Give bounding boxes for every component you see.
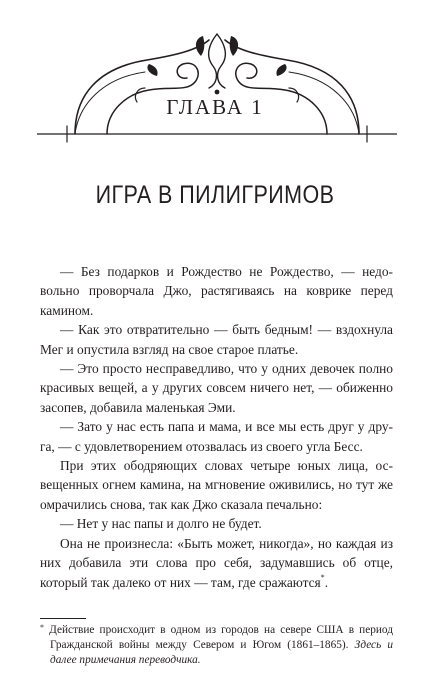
chapter-ornament-icon	[37, 26, 397, 146]
footnote-divider	[40, 618, 86, 619]
paragraph: — Это просто несправедливо, что у одних девочек полно красивых вещей, а у других совсем ничего нет, — обиженно засопев, добавила маленькая Эми.	[40, 361, 393, 415]
paragraph: — Зато у нас есть папа и мама, и все мы есть друг у друга, — с удовлетворением отозвалась из своего угла Бесс.	[40, 419, 393, 454]
footnote-reference[interactable]: *	[320, 572, 325, 582]
footnote-body	[40, 623, 393, 667]
paragraph: — Нет у нас папы и долго не будет.	[60, 516, 262, 532]
paragraph: При этих ободряющих словах четыре юных лица, освещенных огнем камина, на мгновение оживились, но тут же омрачились снова, так как Джо сказала печально:	[40, 458, 393, 512]
chapter-title: ИГРА В ПИЛИГРИМОВ	[95, 181, 335, 209]
footnote	[40, 623, 393, 667]
paragraph: — Как это отвратительно — быть бедным! — вздохнула Мег и опустила взгляд на свое старое платье.	[40, 322, 393, 357]
paragraph-last	[40, 534, 393, 592]
footnote-mark: *	[40, 623, 44, 632]
paragraph-last-tail: .	[324, 574, 329, 590]
chapter-body	[40, 262, 393, 592]
chapter-label: ГЛАВА 1	[166, 95, 264, 119]
footnote-text: Действие происходит в одном из городов на севере США в период Гражданской войны между Севером и Югом (1861–1865).	[49, 624, 393, 651]
paragraph: — Без подарков и Рождество не Рождество, — недовольно проворчала Джо, растягиваясь на коврике перед камином.	[40, 264, 393, 318]
footnote-italic: Здесь и далее примечания переводчика.	[50, 638, 393, 666]
paragraph-last-text: Она не произнесла: «Быть может, никогда», но каждая из них добавила эти слова про себя, задумавшись об отце, который так далеко от них — там, где сражаются	[40, 535, 393, 590]
